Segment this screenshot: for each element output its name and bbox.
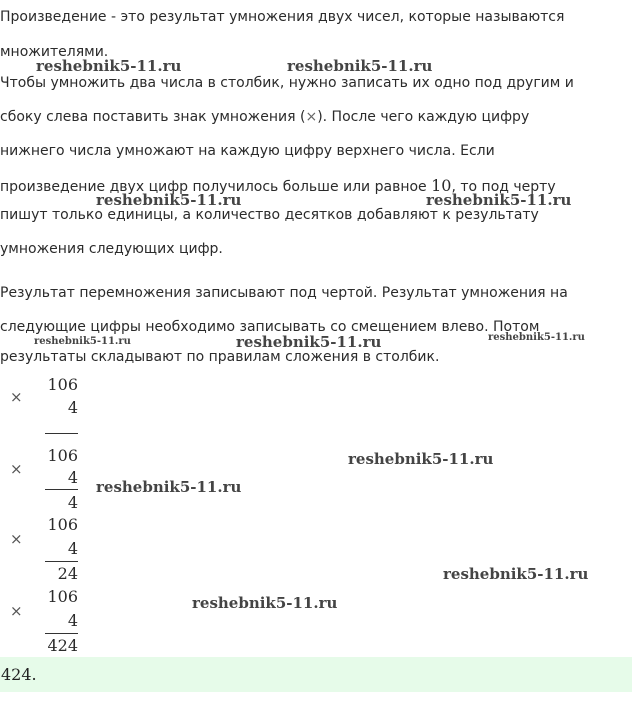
watermark: reshebnik5-11.ru: [488, 332, 585, 343]
underline: [45, 633, 78, 634]
watermark: reshebnik5-11.ru: [36, 57, 182, 75]
watermark: reshebnik5-11.ru: [426, 191, 572, 209]
text-line: пишут только единицы, а количество десятков добавляют к результату: [0, 207, 539, 223]
text-line: [0, 108, 632, 127]
multiplicand: 106: [47, 375, 78, 394]
final-result: 424: [47, 636, 78, 655]
multiplicand: 106: [47, 515, 78, 534]
underline: [45, 561, 78, 562]
text-line: Чтобы умножить два числа в столбик, нужно записать их одно под другим и: [0, 75, 574, 91]
watermark: reshebnik5-11.ru: [287, 57, 433, 75]
multiplier: 4: [67, 468, 78, 487]
times-symbol: ×: [305, 109, 318, 125]
multiplicand: 106: [47, 587, 78, 606]
text-fragment: , то под черту: [451, 179, 556, 195]
column-multiplication-step-2: [0, 442, 120, 514]
number-ten: 10: [431, 176, 452, 195]
multiplier: 4: [67, 539, 78, 558]
multiplier: 4: [67, 398, 78, 417]
underline: [45, 433, 78, 434]
times-sign: ×: [10, 460, 23, 478]
multiplicand: 106: [47, 446, 78, 465]
text-line: нижнего числа умножают на каждую цифру верхнего числа. Если: [0, 143, 495, 159]
text-line: Результат перемножения записывают под чертой. Результат умножения на: [0, 285, 568, 301]
column-multiplication-step-4: [0, 586, 120, 656]
times-sign: ×: [10, 530, 23, 548]
text-line: следующие цифры необходимо записывать со смещением влево. Потом: [0, 319, 540, 335]
watermark: reshebnik5-11.ru: [34, 336, 131, 347]
watermark: reshebnik5-11.ru: [96, 478, 242, 496]
watermark: reshebnik5-11.ru: [348, 450, 494, 468]
text-line: умножения следующих цифр.: [0, 241, 223, 257]
answer-value: 424.: [1, 665, 37, 684]
text-fragment: произведение двух цифр получилось больше или равное: [0, 179, 432, 195]
watermark: reshebnik5-11.ru: [236, 333, 382, 351]
column-multiplication-step-3: [0, 514, 120, 586]
text-line: Произведение - это результат умножения двух чисел, которые называются: [0, 9, 565, 25]
text-line: множителями.: [0, 44, 109, 60]
text-fragment: сбоку слева поставить знак умножения (: [0, 109, 306, 125]
watermark: reshebnik5-11.ru: [443, 565, 589, 583]
underline: [45, 489, 78, 490]
times-sign: ×: [10, 388, 23, 406]
watermark: reshebnik5-11.ru: [96, 191, 242, 209]
watermark: reshebnik5-11.ru: [192, 594, 338, 612]
answer-box: [0, 657, 632, 692]
times-sign: ×: [10, 602, 23, 620]
column-multiplication-step-1: [0, 372, 120, 442]
partial-result: 24: [57, 564, 78, 583]
text-fragment: ). После чего каждую цифру: [317, 109, 530, 125]
multiplier: 4: [67, 611, 78, 630]
text-line: результаты складывают по правилам сложения в столбик.: [0, 349, 440, 365]
partial-result: 4: [67, 493, 78, 512]
